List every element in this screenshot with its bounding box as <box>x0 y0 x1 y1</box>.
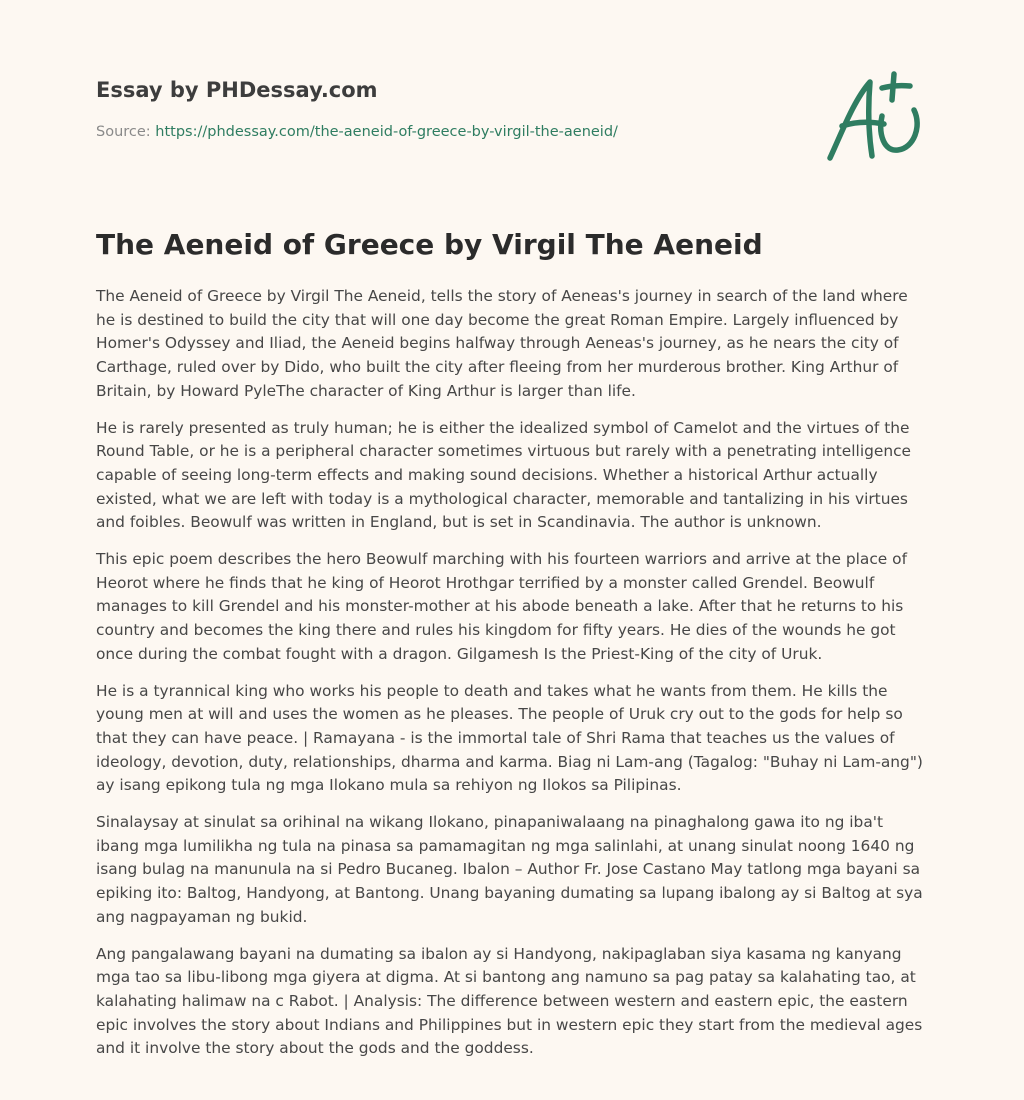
a-plus-logo-icon <box>822 70 926 164</box>
paragraph: Ang pangalawang bayani na dumating sa ibalon ay si Handyong, nakipaglaban siya kasama ng kanyang mga tao sa libu-libong mga giyera at digma. At si bantong ang namuno sa pag patay sa kalahating tao, at kalahating halimaw na c Rabot. | Analysis: The difference between western and eastern epic, the eastern epic involves the story about Indians and Philippines but in western epic they start from the medieval ages and it involve the story about the gods and the goddess. <box>96 944 923 1058</box>
article-body <box>96 285 928 1074</box>
source-link[interactable]: https://phdessay.com/the-aeneid-of-greece-by-virgil-the-aeneid/ <box>155 124 618 140</box>
source-label: Source: <box>96 124 151 140</box>
paragraph: He is rarely presented as truly human; he is either the idealized symbol of Camelot and the virtues of the Round Table, or he is a peripheral character sometimes virtuous but rarely with a penetrating intelligence capable of seeing long-term effects and making sound decisions. Whether a historical Arthur actually existed, what we are left with today is a mythological character, memorable and tantalizing in his virtues and foibles. Beowulf was written in England, but is set in Scandinavia. The author is unknown. <box>96 418 912 532</box>
page-title: The Aeneid of Greece by Virgil The Aeneid <box>96 228 763 261</box>
source-line <box>96 124 618 140</box>
paragraph: This epic poem describes the hero Beowulf marching with his fourteen warriors and arrive at the place of Heorot where he finds that he king of Heorot Hrothgar terrified by a monster called Grendel. Beowulf manages to kill Grendel and his monster-mother at his abode beneath a lake. After that he returns to his country and becomes the king there and rules his kingdom for fifty years. He dies of the wounds he got once during the combat fought with a dragon. Gilgamesh Is the Priest-King of the city of Uruk. <box>96 550 907 663</box>
paragraph: Sinalaysay at sinulat sa orihinal na wikang Ilokano, pinapaniwalaang na pinaghalong gawa ito ng iba't ibang mga lumilikha ng tula na pinasa sa pamamagitan ng mga salinlahi, at unang sinulat noong 1640 ng isang bulag na manunula na si Pedro Bucaneg. Ibalon – Author Fr. Jose Castano May tatlong mga bayani sa epiking ito: Baltog, Handyong, at Bantong. Unang bayaning dumating sa lupang ibalong ay si Baltog at sya ang nagpayaman ng bukid. <box>96 813 923 926</box>
paragraph: He is a tyrannical king who works his people to death and takes what he wants from them. He kills the young men at will and uses the women as he pleases. The people of Uruk cry out to the gods for help so that they can have peace. | Ramayana - is the immortal tale of Shri Rama that teaches us the values of ideology, devotion, duty, relationships, dharma and karma. Biag ni Lam-ang (Tagalog: "Buhay ni Lam-ang") ay isang epikong tula ng mga Ilokano mula sa rehiyon ng Ilokos sa Pilipinas. <box>96 681 923 795</box>
paragraph: The Aeneid of Greece by Virgil The Aeneid, tells the story of Aeneas's journey in search of the land where he is destined to build the city that will one day become the great Roman Empire. Largely influenced by Homer's Odyssey and Iliad, the Aeneid begins halfway through Aeneas's journey, as he nears the city of Carthage, ruled over by Dido, who built the city after fleeing from her murderous brother. King Arthur of Britain, by Howard PyleThe character of King Arthur is larger than life. <box>96 287 908 400</box>
site-brand: Essay by PHDessay.com <box>96 78 378 102</box>
page-header <box>96 76 816 140</box>
